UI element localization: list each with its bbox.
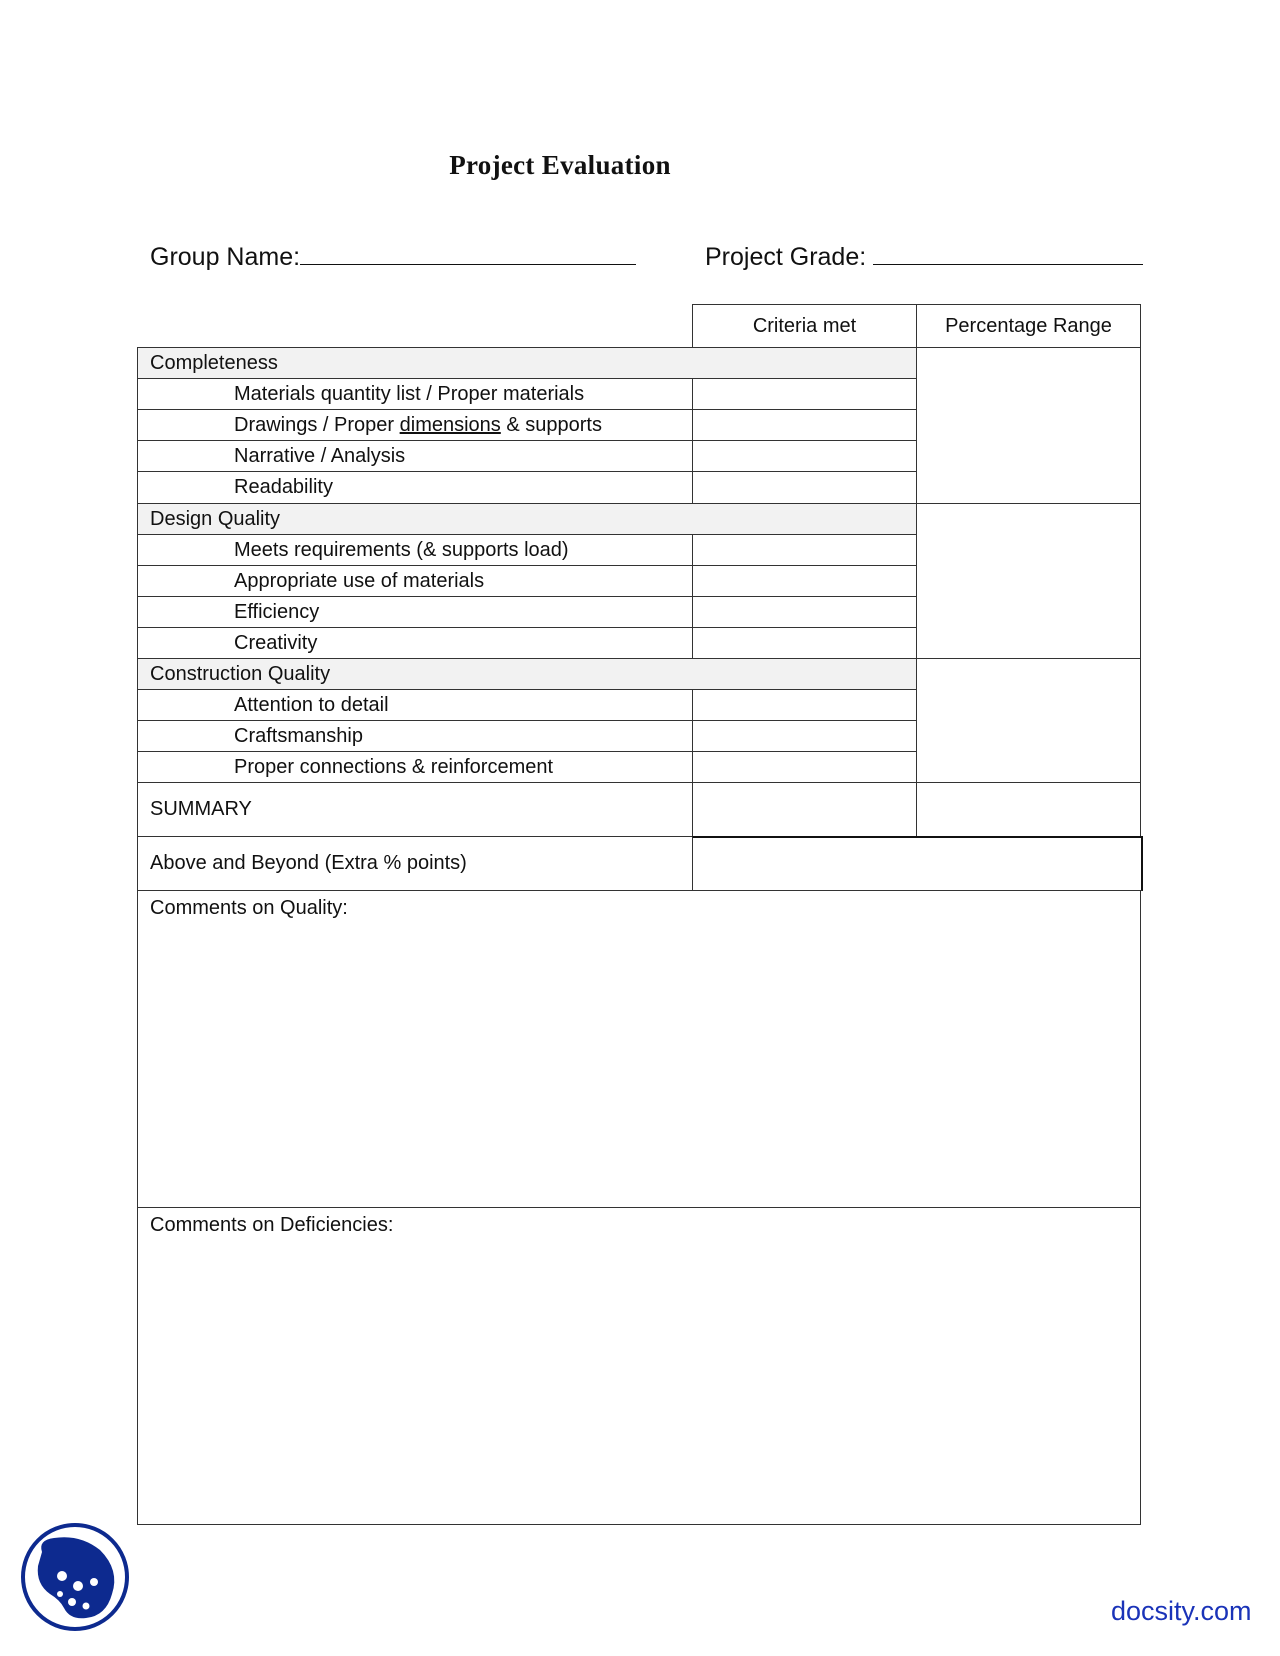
comments-deficiencies-box[interactable] <box>137 1207 1141 1525</box>
criteria-cell[interactable] <box>692 596 917 628</box>
summary-label: SUMMARY <box>137 782 693 837</box>
item-drawings <box>137 409 693 441</box>
design-quality-percentage-cell[interactable] <box>916 503 1141 659</box>
item-narrative-analysis: Narrative / Analysis <box>137 440 693 472</box>
group-name-field[interactable] <box>150 242 636 272</box>
above-beyond-label: Above and Beyond (Extra % points) <box>137 836 693 891</box>
comments-quality-box[interactable] <box>137 890 1141 1208</box>
item-meets-requirements: Meets requirements (& supports load) <box>137 534 693 566</box>
item-readability: Readability <box>137 471 693 504</box>
criteria-cell[interactable] <box>692 720 917 752</box>
docsity-logo-icon <box>20 1522 130 1632</box>
criteria-cell[interactable] <box>692 689 917 721</box>
group-name-label: Group Name: <box>150 243 301 271</box>
criteria-cell[interactable] <box>692 751 917 783</box>
section-design-quality: Design Quality <box>137 503 917 535</box>
item-creativity: Creativity <box>137 627 693 659</box>
summary-percentage-cell[interactable] <box>916 782 1141 837</box>
comments-quality-label: Comments on Quality: <box>150 897 348 919</box>
criteria-cell[interactable] <box>692 627 917 659</box>
page-title: Project Evaluation <box>449 150 671 180</box>
criteria-cell[interactable] <box>692 409 917 441</box>
item-efficiency: Efficiency <box>137 596 693 628</box>
section-completeness: Completeness <box>137 347 917 379</box>
percentage-range-header: Percentage Range <box>916 304 1141 348</box>
criteria-cell[interactable] <box>692 378 917 410</box>
summary-criteria-cell[interactable] <box>692 782 917 837</box>
docsity-brand-link[interactable]: docsity.com <box>1111 1596 1252 1626</box>
item-proper-connections: Proper connections & reinforcement <box>137 751 693 783</box>
completeness-percentage-cell[interactable] <box>916 347 1141 504</box>
project-grade-blank[interactable] <box>873 242 1143 265</box>
section-construction-quality: Construction Quality <box>137 658 917 690</box>
item-appropriate-materials: Appropriate use of materials <box>137 565 693 597</box>
project-grade-field[interactable] <box>705 242 1143 272</box>
criteria-cell[interactable] <box>692 565 917 597</box>
item-attention-to-detail: Attention to detail <box>137 689 693 721</box>
item-drawings-text-b: & supports <box>500 413 602 436</box>
item-materials-quantity: Materials quantity list / Proper materials <box>137 378 693 410</box>
project-grade-label: Project Grade: <box>705 243 867 271</box>
group-name-blank[interactable] <box>300 242 636 265</box>
comments-deficiencies-label: Comments on Deficiencies: <box>150 1214 394 1236</box>
above-beyond-cell[interactable] <box>692 836 1143 891</box>
item-drawings-text-a: Drawings / Proper <box>234 413 400 436</box>
criteria-cell[interactable] <box>692 440 917 472</box>
criteria-cell[interactable] <box>692 471 917 504</box>
item-drawings-text-underlined: dimensions <box>399 413 501 436</box>
item-craftsmanship: Craftsmanship <box>137 720 693 752</box>
criteria-cell[interactable] <box>692 534 917 566</box>
construction-quality-percentage-cell[interactable] <box>916 658 1141 783</box>
criteria-met-header: Criteria met <box>692 304 917 348</box>
